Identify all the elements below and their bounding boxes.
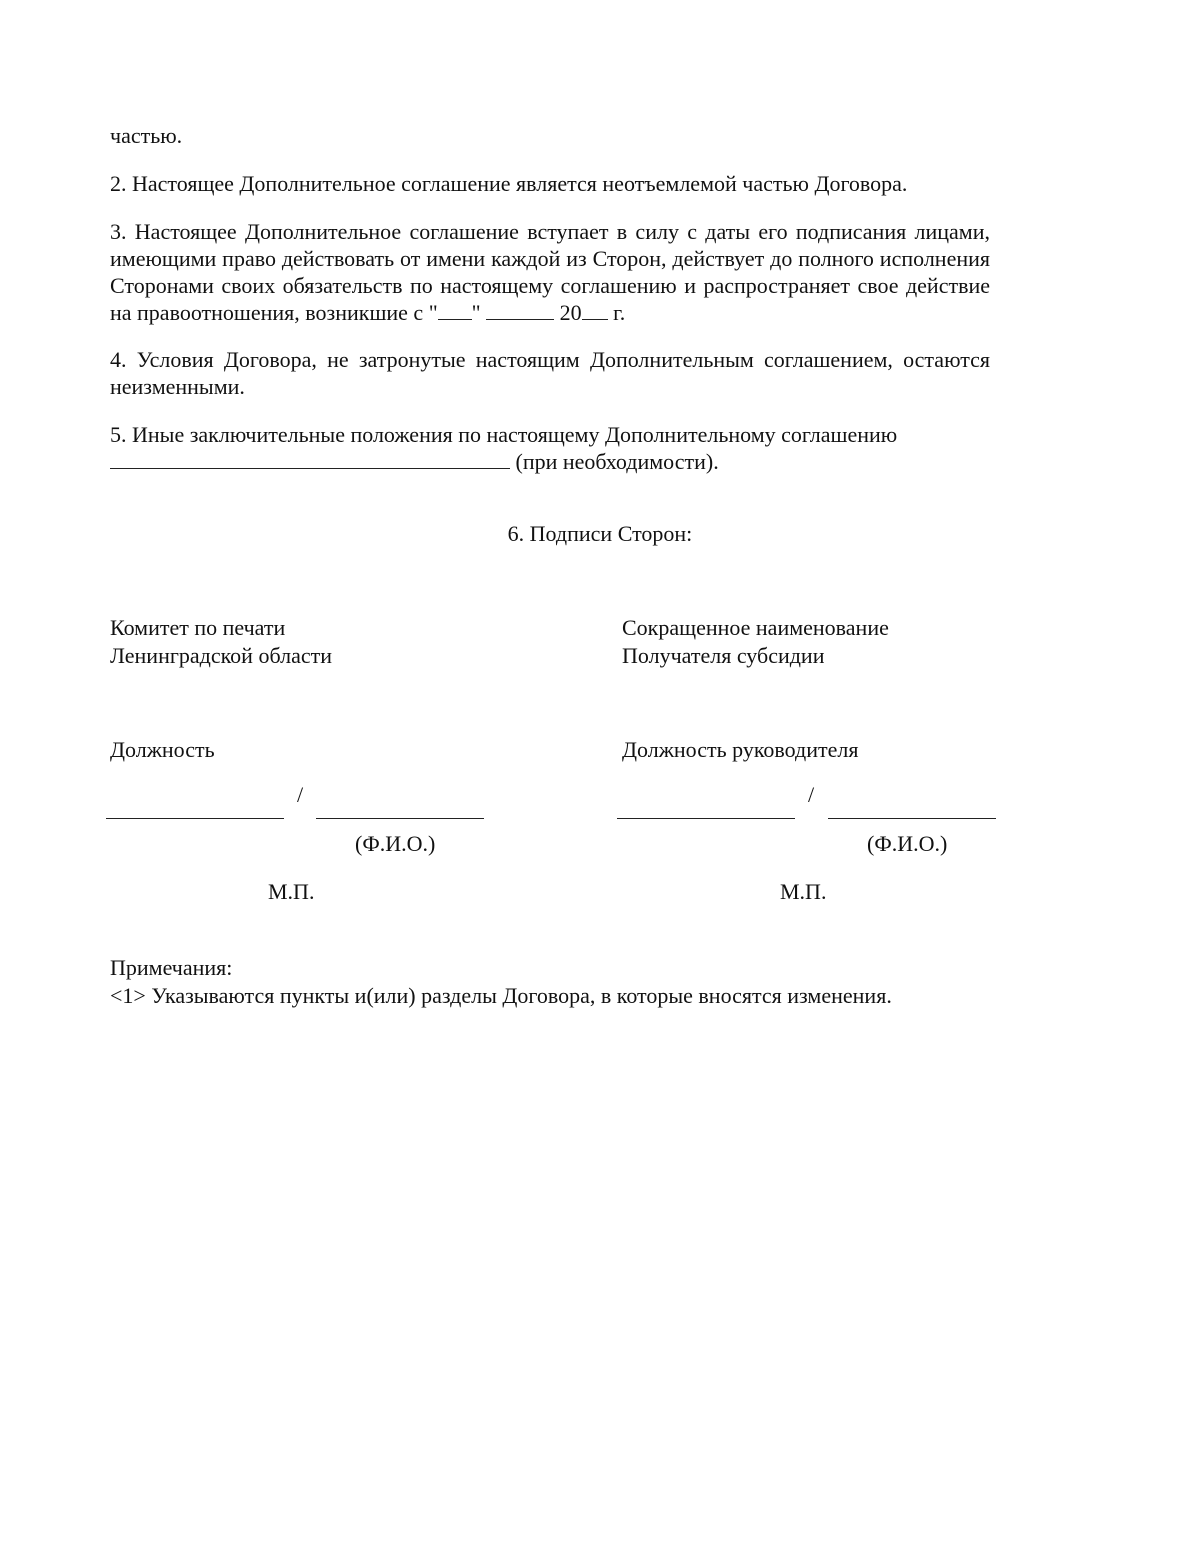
clause-5-blank xyxy=(110,448,510,469)
right-stamp: М.П. xyxy=(780,879,827,904)
continuation-text: частью. xyxy=(110,123,183,148)
notes-title: Примечания: xyxy=(110,955,233,980)
left-fio-line xyxy=(316,818,484,819)
clause-3-year: 20 xyxy=(559,300,582,325)
right-position: Должность руководителя xyxy=(622,737,859,762)
clause-3-end: г. xyxy=(613,300,626,325)
signatures-heading: 6. Подписи Сторон: xyxy=(507,521,693,546)
clause-2: 2. Настоящее Дополнительное соглашение является неотъемлемой частью Договора. xyxy=(110,171,908,196)
left-slash: / xyxy=(297,782,304,807)
left-fio-label: (Ф.И.О.) xyxy=(355,831,436,856)
left-party-name: Комитет по печати Ленинградской области xyxy=(110,615,332,668)
left-position: Должность xyxy=(110,737,215,762)
clause-5-text: 5. Иные заключительные положения по настоящему Дополнительному соглашению xyxy=(110,422,898,447)
clause-5-end: (при необходимости). xyxy=(515,449,719,474)
day-blank xyxy=(438,299,472,320)
year-blank xyxy=(582,299,608,320)
notes xyxy=(110,954,892,1010)
clause-4: 4. Условия Договора, не затронутые настоящим Дополнительным соглашением, остаются неизменными. xyxy=(110,347,990,399)
right-fio-label: (Ф.И.О.) xyxy=(867,831,948,856)
clause-3 xyxy=(110,218,990,326)
clause-3-quote: " xyxy=(471,300,481,325)
right-slash: / xyxy=(808,782,815,807)
left-signature-line xyxy=(106,818,284,819)
note-1: <1> Указываются пункты и(или) разделы Договора, в которые вносятся изменения. xyxy=(110,983,892,1008)
right-party-name: Сокращенное наименование Получателя субсидии xyxy=(622,615,889,668)
clause-3-text: 3. Настоящее Дополнительное соглашение вступает в силу с даты его подписания лицами, имеющими право действовать от имени каждой из Сторон, действует до полного исполнения Сторонами своих обязательств по настоящему соглашению и распространяет свое действие на правоотношения, возникшие с " xyxy=(110,219,990,325)
right-signature-line xyxy=(617,818,795,819)
right-fio-line xyxy=(828,818,996,819)
month-blank xyxy=(486,299,554,320)
left-stamp: М.П. xyxy=(268,879,315,904)
clause-5 xyxy=(110,421,990,475)
